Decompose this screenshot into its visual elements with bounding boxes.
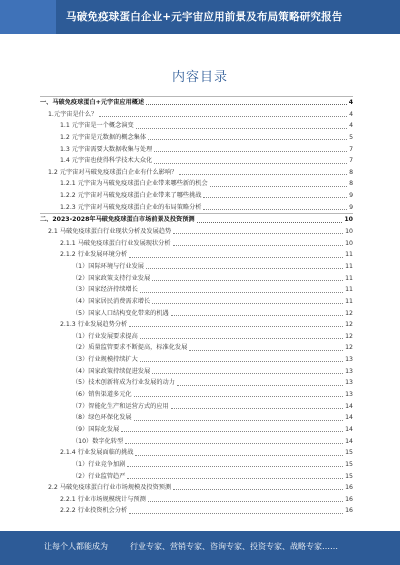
table-of-contents: [40, 96, 353, 514]
toc-leader-dots: [140, 361, 343, 362]
toc-page-number: 4: [349, 110, 353, 118]
toc-entry-title: 2.1.3 行业发展趋势分析: [60, 321, 128, 329]
toc-entry[interactable]: [40, 144, 353, 156]
footer-roles: 行业专家、营销专家、咨询专家、投资专家、战略专家……: [130, 542, 338, 551]
toc-entry-title: 1.元宇宙是什么？: [48, 110, 98, 118]
report-title: 马破免疫球蛋白企业+元宇宙应用前景及布局策略研究报告: [66, 11, 343, 23]
toc-page-number: 16: [345, 495, 353, 503]
toc-entry[interactable]: [40, 389, 353, 401]
toc-entry[interactable]: [40, 109, 353, 121]
toc-page-number: 11: [345, 297, 353, 305]
toc-entry-title: 2.1 马破免疫球蛋白行业现状分析及发展趋势: [48, 228, 172, 236]
toc-entry-title: （5）技术创新将成为行业发展的动力: [72, 379, 175, 387]
toc-page-number: 13: [345, 356, 353, 364]
toc-entry-title: （7）智能化生产和运营方式的应用: [72, 402, 169, 410]
toc-page-number: 11: [345, 251, 353, 259]
toc-entry[interactable]: [40, 96, 353, 109]
toc-entry-title: （1）行业发展要求提高: [72, 332, 138, 340]
toc-entry-title: 2.1.4 行业发展面临的挑战: [60, 449, 134, 457]
toc-entry[interactable]: [40, 342, 353, 354]
toc-page-number: 10: [344, 216, 353, 224]
toc-leader-dots: [152, 303, 343, 304]
toc-entry-title: （8）绿色环保化发展: [72, 414, 132, 422]
toc-leader-dots: [152, 280, 343, 281]
toc-entry[interactable]: [40, 366, 353, 378]
toc-leader-dots: [127, 466, 343, 467]
toc-entry-title: （9）国际化发展: [72, 425, 120, 433]
toc-leader-dots: [173, 233, 343, 234]
toc-entry[interactable]: [40, 424, 353, 436]
toc-entry-title: （1）行业竞争加剧: [72, 460, 126, 468]
toc-leader-dots: [148, 139, 347, 140]
toc-entry-title: （5）国家人口结构变化带来的机遇: [72, 309, 169, 317]
toc-page-number: 12: [345, 321, 353, 329]
toc-page-number: 15: [345, 472, 353, 480]
toc-page-number: 15: [345, 460, 353, 468]
toc-entry-title: 2.2.2 行业投资机会分析: [60, 507, 128, 514]
toc-entry-title: （10）数字化转型: [72, 437, 124, 445]
toc-entry[interactable]: [40, 213, 353, 226]
toc-entry[interactable]: [40, 296, 353, 308]
toc-page-number: 13: [345, 379, 353, 387]
toc-entry-title: 二、2023-2028年马破免疫球蛋白市场前景及投资预测: [40, 216, 195, 224]
toc-entry[interactable]: [40, 319, 353, 331]
toc-entry[interactable]: [40, 178, 353, 190]
toc-page-number: 8: [349, 168, 353, 176]
toc-entry-title: 1.3 元宇宙需要大数据收集与处理: [60, 145, 153, 153]
toc-leader-dots: [129, 513, 343, 514]
toc-leader-dots: [129, 326, 343, 327]
toc-page-number: 13: [345, 391, 353, 399]
toc-entry-title: （4）国家政策持续促进发展: [72, 367, 151, 375]
toc-leader-dots: [99, 116, 347, 117]
toc-leader-dots: [210, 186, 347, 187]
toc-leader-dots: [171, 315, 343, 316]
toc-entry-title: 一、马破免疫球蛋白+元宇宙应用概述: [40, 99, 145, 106]
toc-leader-dots: [154, 163, 347, 164]
toc-leader-dots: [146, 104, 347, 105]
toc-entry-title: 1.2 元宇宙是元数据的概念集体: [60, 133, 147, 141]
toc-page-number: 11: [345, 286, 353, 294]
toc-entry[interactable]: [40, 132, 353, 144]
toc-leader-dots: [125, 443, 343, 444]
toc-leader-dots: [134, 420, 344, 421]
toc-page-number: 10: [345, 239, 353, 247]
toc-leader-dots: [179, 174, 347, 175]
toc-entry-title: 2.2.1 行业市场规模统计与预测: [60, 495, 146, 503]
toc-page-number: 8: [349, 180, 353, 188]
footer-slogan: 让每个人都能成为: [44, 542, 108, 551]
toc-page-number: 12: [345, 332, 353, 340]
toc-entry[interactable]: [40, 471, 353, 483]
toc-page-number: 4: [349, 122, 353, 130]
toc-entry[interactable]: [40, 412, 353, 424]
toc-page-number: 15: [345, 449, 353, 457]
toc-entry[interactable]: [40, 447, 353, 459]
toc-entry[interactable]: [40, 284, 353, 296]
toc-entry[interactable]: [40, 377, 353, 389]
toc-entry-title: 1.2.1 元宇宙为马破免疫球蛋白企业带来哪些新的机会: [60, 180, 208, 188]
toc-leader-dots: [197, 222, 343, 223]
toc-page-number: 9: [349, 192, 353, 200]
toc-page-number: 9: [349, 203, 353, 211]
toc-page-number: 12: [345, 344, 353, 352]
toc-leader-dots: [146, 268, 343, 269]
toc-page-number: 7: [349, 145, 353, 153]
toc-leader-dots: [177, 385, 343, 386]
toc-page-number: 14: [345, 414, 353, 422]
header-accent-bar: [0, 0, 56, 34]
toc-entry-title: （2）行业监管趋严: [72, 472, 126, 480]
toc-entry-title: （1）国际环境与行业发展: [72, 262, 144, 270]
toc-page-number: 11: [345, 274, 353, 282]
toc-entry[interactable]: [40, 249, 353, 261]
toc-entry[interactable]: [40, 261, 353, 273]
toc-entry[interactable]: [40, 482, 353, 494]
toc-leader-dots: [173, 489, 343, 490]
toc-leader-dots: [171, 408, 343, 409]
toc-entry[interactable]: [40, 354, 353, 366]
report-footer: [0, 531, 400, 565]
toc-entry[interactable]: [40, 331, 353, 343]
toc-page-number: 16: [345, 507, 353, 514]
toc-entry-title: 1.1 元宇宙是一个概念演变: [60, 122, 134, 130]
toc-page-number: 7: [349, 157, 353, 165]
toc-entry[interactable]: [40, 459, 353, 471]
toc-page-number: 5: [349, 133, 353, 141]
toc-entry-title: 1.2.2 元宇宙对马破免疫球蛋白企业带来了哪些挑战: [60, 192, 202, 200]
toc-page-number: 13: [345, 367, 353, 375]
toc-leader-dots: [127, 478, 343, 479]
toc-page-number: 16: [345, 484, 353, 492]
toc-entry[interactable]: [40, 155, 353, 167]
toc-leader-dots: [203, 209, 347, 210]
toc-leader-dots: [152, 373, 343, 374]
toc-entry[interactable]: [40, 436, 353, 448]
toc-leader-dots: [173, 245, 344, 246]
toc-entry-title: 1.2 元宇宙对马破免疫球蛋白企业有什么影响？: [48, 168, 178, 176]
toc-entry[interactable]: [40, 167, 353, 179]
toc-entry-title: （4）国家居民消费需求增长: [72, 297, 151, 305]
toc-entry[interactable]: [40, 273, 353, 285]
toc-page-number: 14: [345, 437, 353, 445]
toc-leader-dots: [140, 292, 343, 293]
toc-page-number: 4: [348, 99, 353, 106]
toc-page-number: 14: [345, 402, 353, 410]
toc-page-number: 10: [345, 228, 353, 236]
toc-entry-title: （2）质量监管要求不断提高，标准化发展: [72, 344, 188, 352]
toc-entry-title: 2.1.2 行业发展环境分析: [60, 251, 128, 259]
toc-entry-title: 2.1.1 马破免疫球蛋白行业发展现状分析: [60, 239, 171, 247]
toc-entry[interactable]: [40, 494, 353, 506]
toc-entry[interactable]: [40, 238, 353, 250]
toc-entry-title: （6）销售渠道多元化: [72, 391, 132, 399]
toc-entry[interactable]: [40, 120, 353, 132]
toc-leader-dots: [136, 128, 347, 129]
toc-heading: 内容目录: [171, 70, 228, 85]
toc-entry[interactable]: [40, 226, 353, 238]
toc-leader-dots: [154, 151, 347, 152]
report-header: [0, 0, 400, 34]
toc-entry-title: 2.2 马破免疫球蛋白行业市场规模及投资预测: [48, 484, 172, 492]
toc-entry[interactable]: [40, 190, 353, 202]
toc-page-number: 14: [345, 425, 353, 433]
toc-entry-title: 1.2.3 元宇宙对马破免疫球蛋白企业的布局策略分析: [60, 203, 202, 211]
toc-entry[interactable]: [40, 202, 353, 214]
toc-leader-dots: [148, 501, 343, 502]
toc-page-number: 12: [345, 309, 353, 317]
toc-entry-title: （3）国家经济持续增长: [72, 286, 138, 294]
toc-leader-dots: [129, 257, 343, 258]
toc-entry[interactable]: [40, 505, 353, 514]
toc-entry[interactable]: [40, 308, 353, 320]
toc-entry-title: 1.4 元宇宙也使得科学技术大众化: [60, 157, 153, 165]
toc-leader-dots: [135, 455, 343, 456]
toc-leader-dots: [140, 338, 343, 339]
toc-leader-dots: [189, 350, 343, 351]
toc-leader-dots: [121, 431, 343, 432]
toc-entry-title: （2）国家政策支持行业发展: [72, 274, 151, 282]
toc-entry[interactable]: [40, 401, 353, 413]
toc-leader-dots: [203, 197, 347, 198]
toc-leader-dots: [134, 396, 344, 397]
toc-entry-title: （3）行业规模持续扩大: [72, 356, 138, 364]
toc-page-number: 11: [345, 262, 353, 270]
